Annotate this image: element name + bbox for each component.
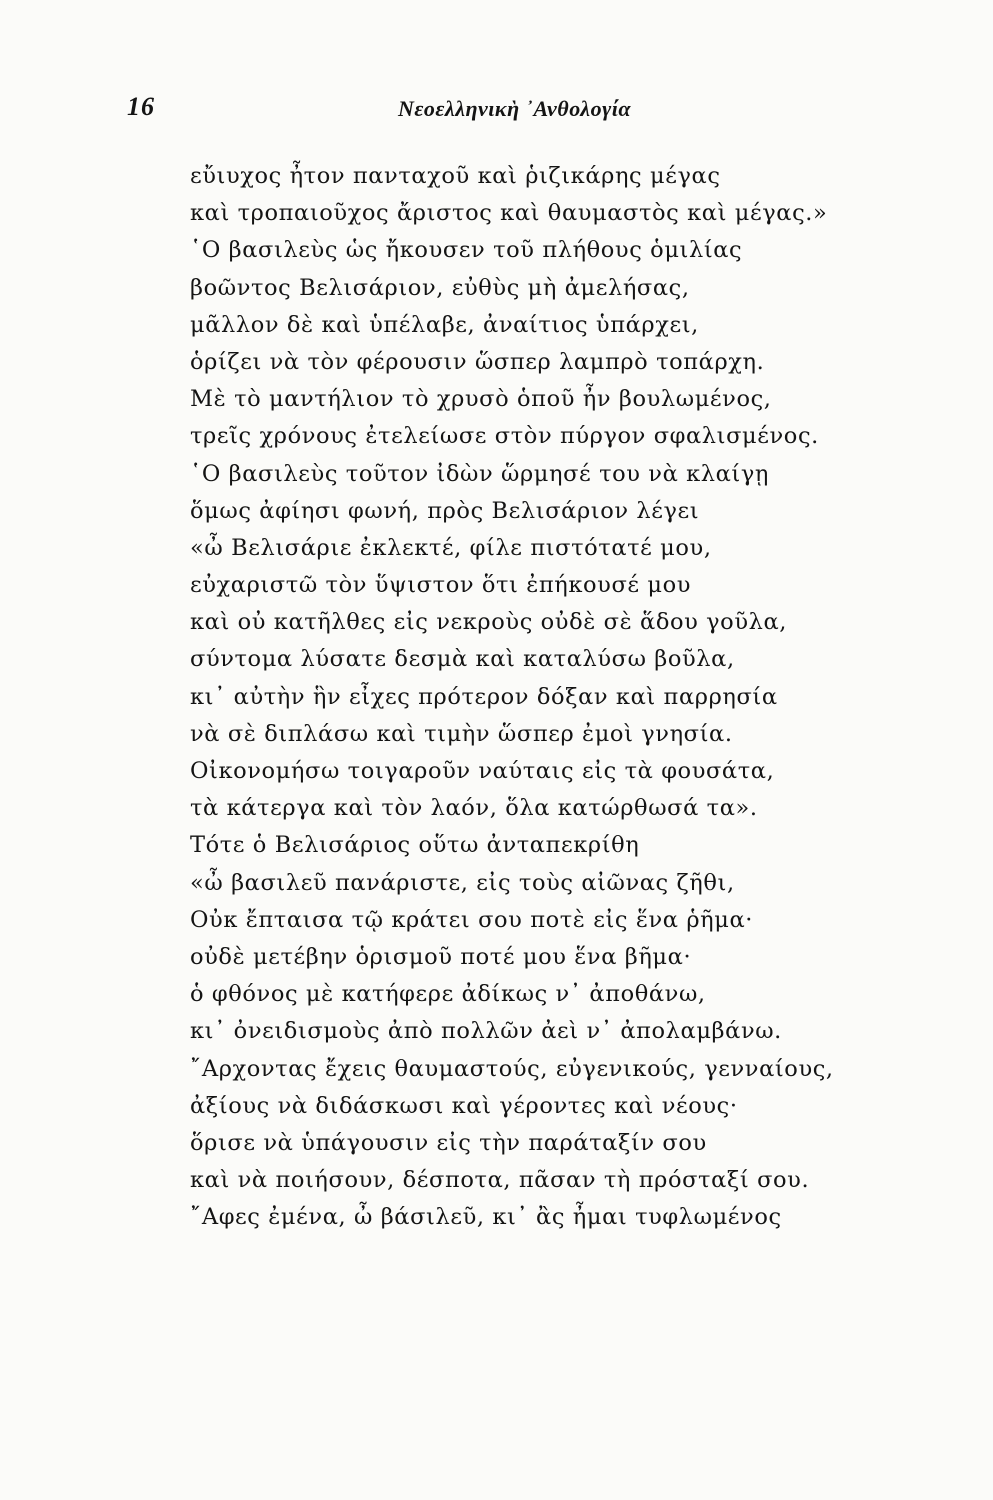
poem-line: Οἰκονομήσω τοιγαροῦν ναύταις εἰς τὰ φουσάτα, [190,758,775,784]
poem-line: ὁ φθόνος μὲ κατήφερε ἀδίκως ν᾿ ἀποθάνω, [190,981,706,1008]
poem-line: ὅμως ἀφίησι φωνή, πρὸς Βελισάριον λέγει [190,497,700,524]
poem-text [190,158,850,1236]
poem-line: καὶ νὰ ποιήσουν, δέσποτα, πᾶσαν τὴ πρόσταξί σου. [190,1167,810,1194]
poem-line: οὐδὲ μετέβην ὁρισμοῦ ποτέ μου ἕνα βῆμα· [190,943,692,970]
poem-line: τὰ κάτεργα καὶ τὸν λαόν, ὅλα κατώρθωσά τα». [190,795,758,822]
page-header [0,92,993,132]
poem-line: ὅρισε νὰ ὑπάγουσιν εἰς τὴν παράταξίν σου [190,1129,707,1156]
poem-line: Μὲ τὸ μαντήλιον τὸ χρυσὸ ὁποῦ ἦν βουλωμένος, [190,386,772,413]
poem-line: τρεῖς χρόνους ἐτελείωσε στὸν πύργον σφαλισμένος. [190,423,819,450]
poem-line: εὔιυχος ἦτον πανταχοῦ καὶ ῥιζικάρης μέγας [190,163,721,189]
poem-line: σύντομα λύσατε δεσμὰ καὶ καταλύσω βοῦλα, [190,646,735,673]
poem-line: ἀξίους νὰ διδάσκωσι καὶ γέροντες καὶ νέους· [190,1092,738,1119]
poem-line: κι᾿ ὀνειδισμοὺς ἀπὸ πολλῶν ἀεὶ ν᾿ ἀπολαμβάνω. [190,1018,782,1045]
poem-line: Τότε ὁ Βελισάριος οὕτω ἀνταπεκρίθη [190,832,640,859]
poem-line: ὁρίζει νὰ τὸν φέρουσιν ὥσπερ λαμπρὸ τοπάρχη. [190,348,765,375]
poem-line: ῎Αρχοντας ἔχεις θαυμαστούς, εὐγενικούς, γενναίους, [190,1055,834,1082]
poem-line: μᾶλλον δὲ καὶ ὑπέλαβε, ἀναίτιος ὑπάρχει, [190,311,699,338]
poem-line: «ὦ Βελισάριε ἐκλεκτέ, φίλε πιστότατέ μου, [190,534,712,561]
running-title: Νεοελληνικὴ ᾿Ανθολογία [398,96,631,121]
poem-line: νὰ σὲ διπλάσω καὶ τιμὴν ὥσπερ ἐμοὶ γνησία. [190,720,733,747]
poem-line: βοῶντος Βελισάριον, εὐθὺς μὴ ἀμελήσας, [190,274,690,301]
page-number: 16 [127,92,155,121]
poem-line: Οὐκ ἔπταισα τῷ κράτει σου ποτὲ εἰς ἕνα ῥῆμα· [190,906,754,933]
poem-line: καὶ οὐ κατῆλθες εἰς νεκροὺς οὐδὲ σὲ ἅδου γοῦλα, [190,609,788,636]
poem-line: ῾Ο βασιλεὺς ὡς ἤκουσεν τοῦ πλήθους ὁμιλίας [190,237,743,264]
poem-line: κι᾿ αὐτὴν ἣν εἶχες πρότερον δόξαν καὶ παρρησία [190,683,778,710]
poem-line: ῾Ο βασιλεὺς τοῦτον ἰδὼν ὥρμησέ του νὰ κλαίγῃ [190,460,769,487]
poem-line: ῎Αφες ἐμένα, ὦ βάσιλεῦ, κι᾿ ἂς ἦμαι τυφλωμένος [190,1204,782,1231]
poem-line: «ὦ βασιλεῦ πανάριστε, εἰς τοὺς αἰῶνας ζῆθι, [190,869,735,896]
poem-line: καὶ τροπαιοῦχος ἄριστος καὶ θαυμαστὸς καὶ μέγας.» [190,200,828,227]
poem-line: εὐχαριστῶ τὸν ὕψιστον ὅτι ἐπήκουσέ μου [190,572,692,599]
